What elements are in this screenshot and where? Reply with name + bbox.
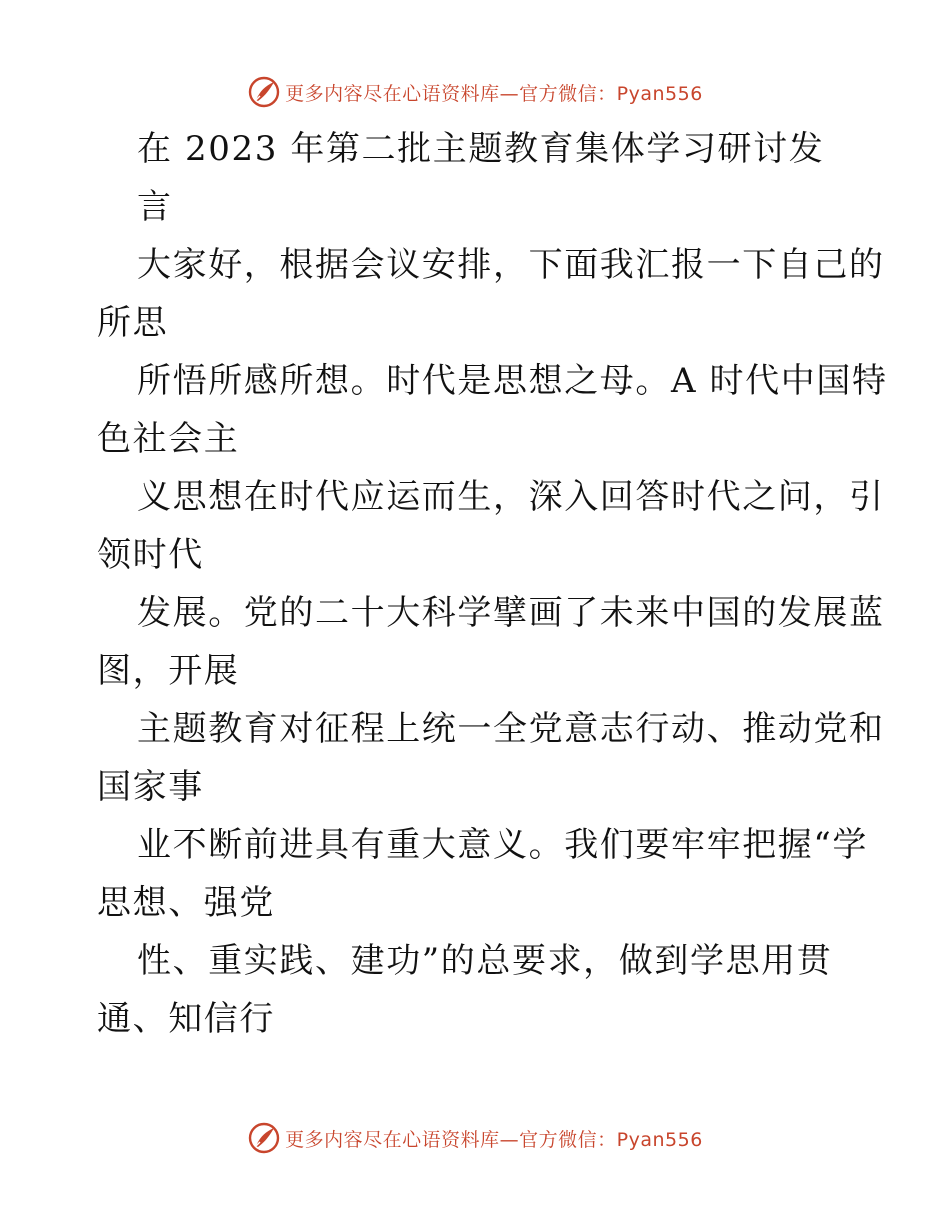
text-line: 大家好，根据会议安排，下面我汇报一下自己的 <box>137 245 885 285</box>
header-banner <box>0 72 950 112</box>
text-line: 色社会主 <box>97 419 240 459</box>
document-body <box>97 120 888 1048</box>
text-line: 义思想在时代应运而生，深入回答时代之问，引 <box>137 477 885 517</box>
text-line: 所思 <box>97 303 169 343</box>
text-line: 发展。党的二十大科学擘画了未来中国的发展蓝 <box>137 593 885 633</box>
text-line: 通、知信行 <box>97 999 275 1039</box>
text-line: 性、重实践、建功”的总要求，做到学思用贯 <box>137 941 833 981</box>
text-line: 言 <box>137 187 173 227</box>
text-line: 领时代 <box>97 535 204 575</box>
quill-pen-logo-icon <box>247 1121 281 1155</box>
text-line: 所悟所感所想。时代是思想之母。A 时代中国特 <box>137 361 888 401</box>
text-line: 国家事 <box>97 767 204 807</box>
header-banner-text: 更多内容尽在心语资料库—官方微信：Pyan556 <box>285 82 703 105</box>
text-line: 业不断前进具有重大意义。我们要牢牢把握“学 <box>137 825 868 865</box>
quill-pen-logo-icon <box>247 75 281 109</box>
footer-banner <box>0 1118 950 1158</box>
footer-banner-text: 更多内容尽在心语资料库—官方微信：Pyan556 <box>285 1128 703 1151</box>
text-line: 思想、强党 <box>97 883 275 923</box>
text-line: 在 2023 年第二批主题教育集体学习研讨发 <box>137 129 825 169</box>
text-line: 图，开展 <box>97 651 240 691</box>
text-line: 主题教育对征程上统一全党意志行动、推动党和 <box>137 709 885 749</box>
